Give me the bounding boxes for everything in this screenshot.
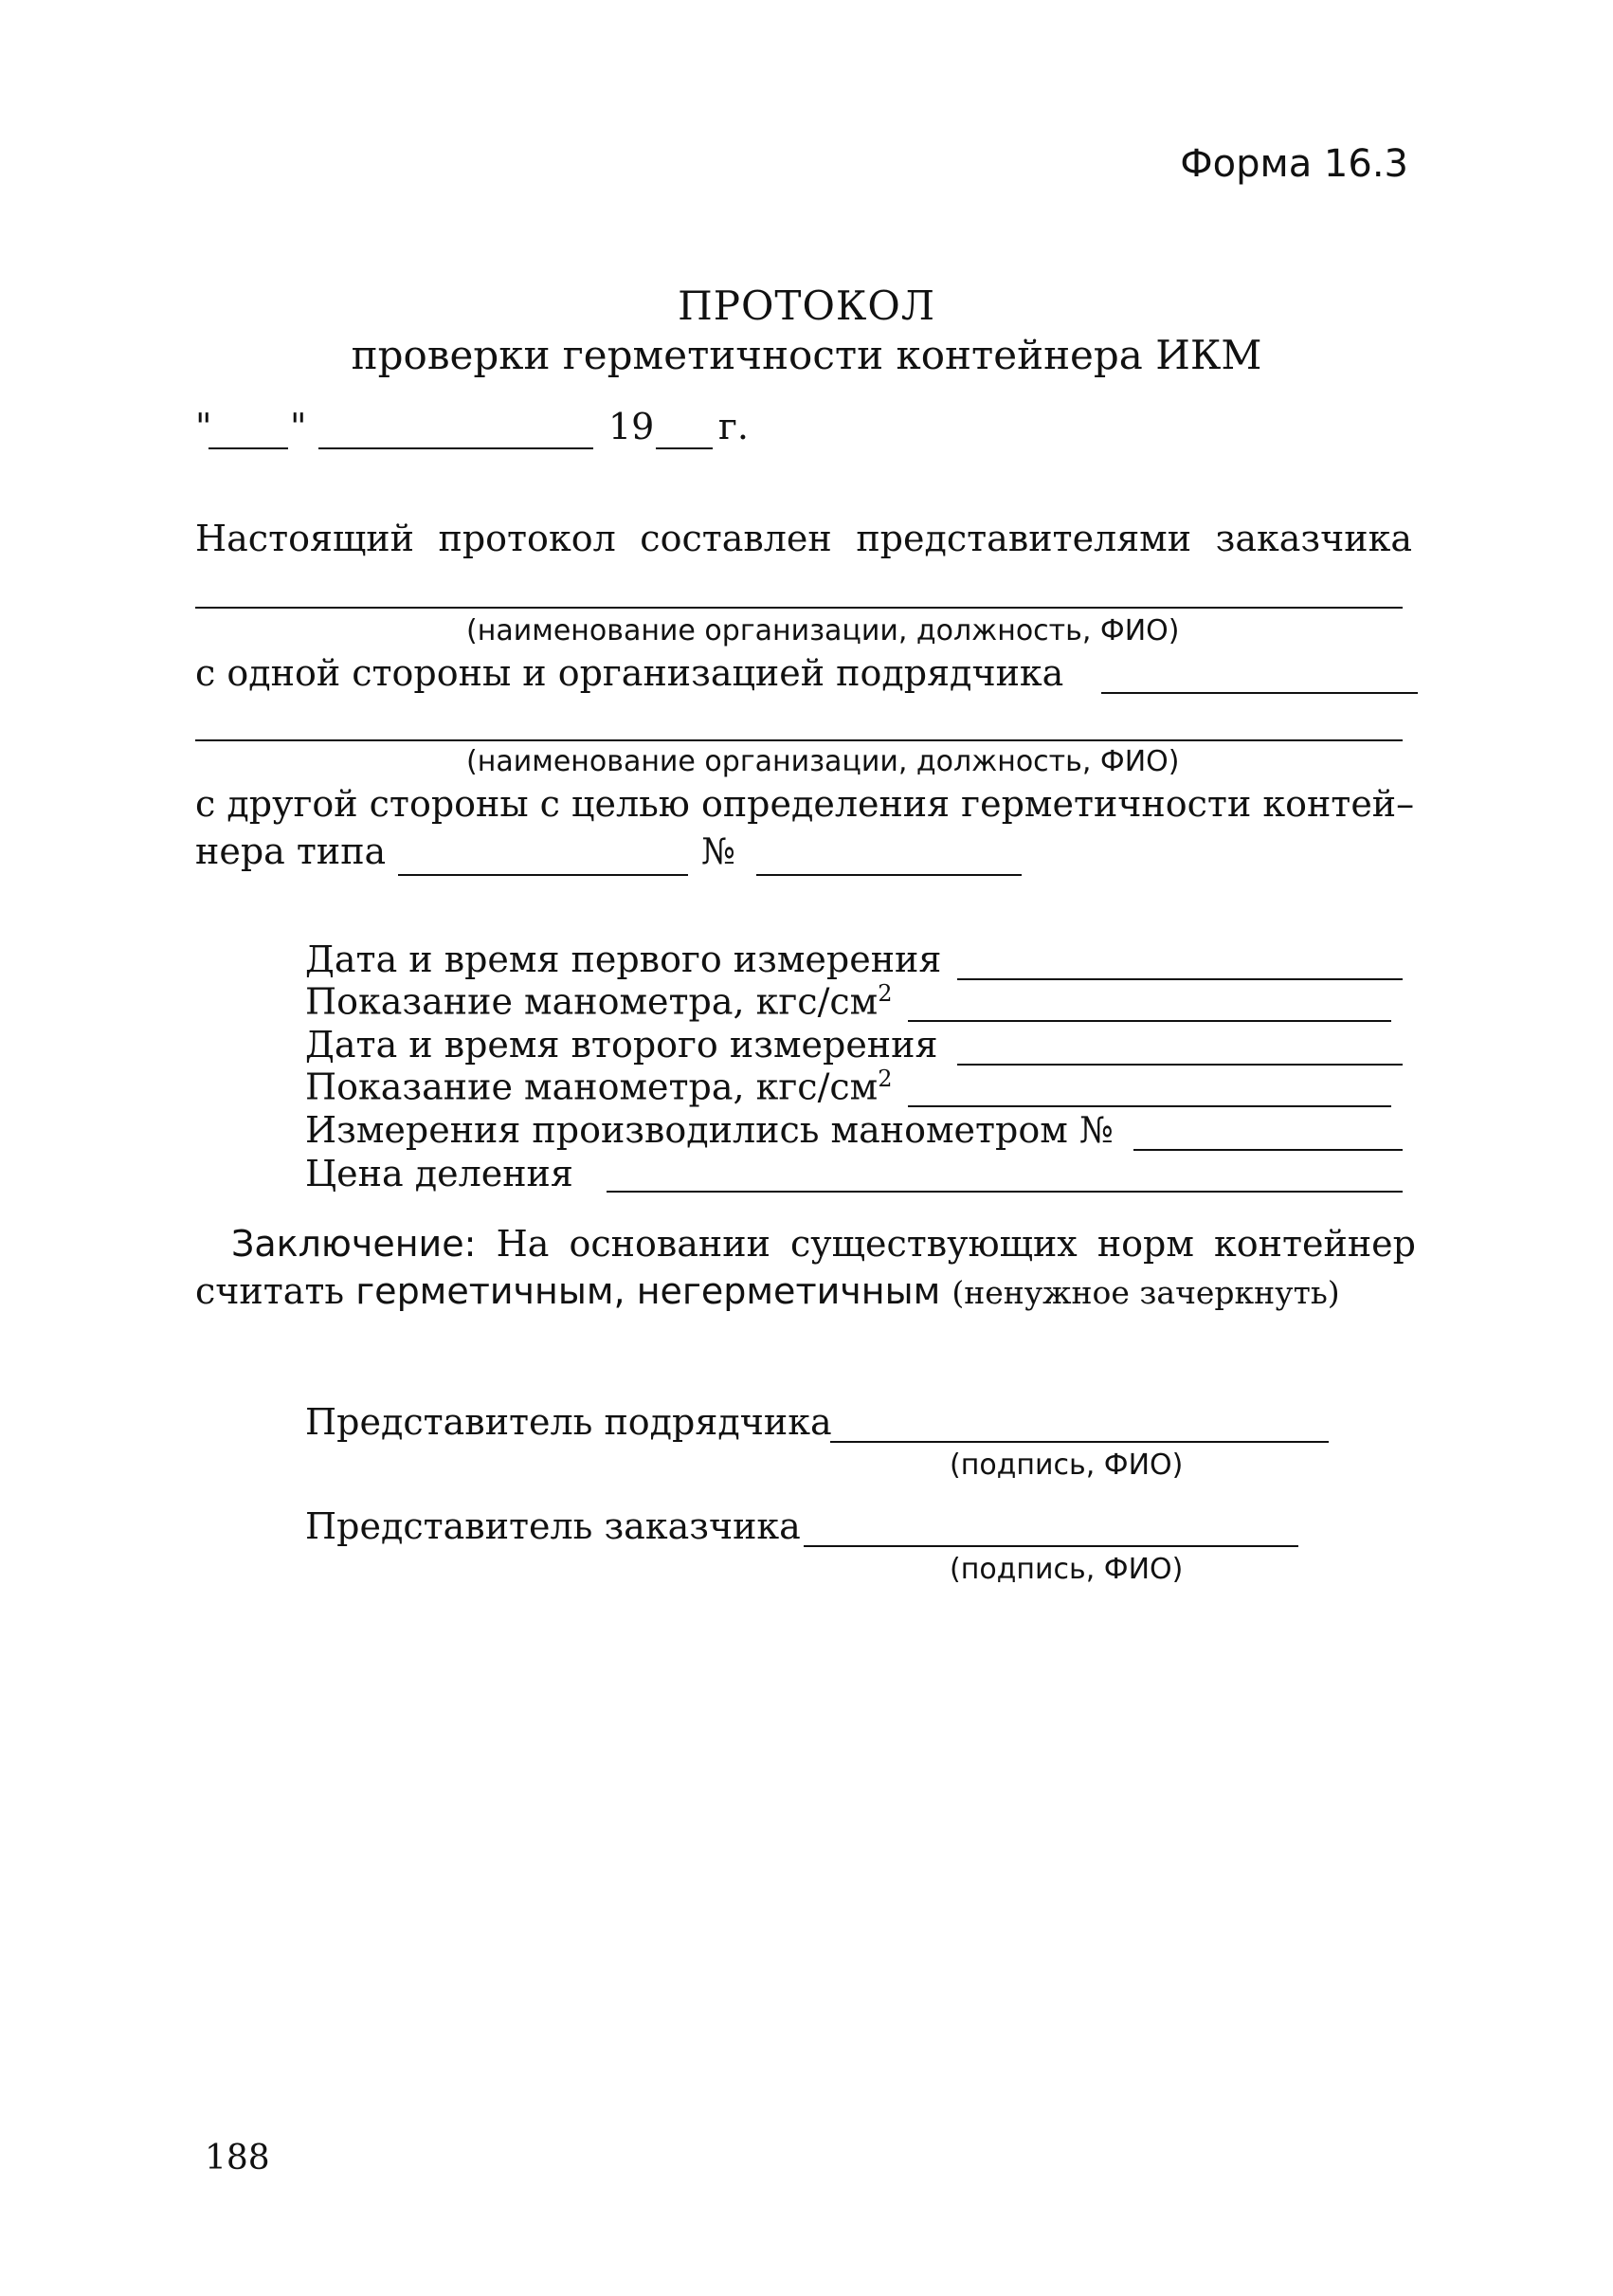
intro-line-4-prefix: нера типа: [195, 830, 387, 872]
measurement-label-5: Измерения производились манометром №: [305, 1109, 1114, 1151]
intro-line-2: с одной стороны и организацией подрядчика: [195, 652, 1064, 694]
intro-line-3: с другой стороны с целью определения герметичности контей–: [195, 783, 1415, 825]
month-blank-line[interactable]: [318, 447, 593, 449]
document-subtitle: проверки герметичности контейнера ИКМ: [351, 332, 1262, 378]
conclusion-line-2: считать герметичным, негерметичным (ненужное зачеркнуть): [195, 1270, 1340, 1312]
conclusion-prefix: Заключение:: [231, 1223, 477, 1265]
contractor-org-line-1[interactable]: [1101, 692, 1418, 694]
conclusion-line-1: Заключение: На основании существующих норм контейнер: [231, 1223, 1416, 1265]
year-prefix: 19: [608, 406, 655, 447]
contractor-org-caption: (наименование организации, должность, ФИО): [466, 745, 1180, 778]
measurement-line-4[interactable]: [908, 1105, 1391, 1107]
contractor-signature-caption: (подпись, ФИО): [950, 1449, 1184, 1482]
date-quote-open: ": [195, 406, 212, 447]
container-number-sign: №: [701, 830, 735, 872]
customer-signature-line[interactable]: [804, 1545, 1298, 1547]
measurement-line-6[interactable]: [607, 1191, 1403, 1193]
strike-hint: (ненужное зачеркнуть): [951, 1274, 1340, 1311]
container-type-line[interactable]: [398, 874, 688, 876]
customer-org-caption: (наименование организации, должность, ФИО): [466, 614, 1180, 647]
option-non-hermetic[interactable]: негерметичным: [636, 1270, 941, 1312]
measurement-label-4: Показание манометра, кгс/$см^2$: [305, 1066, 893, 1108]
date-quote-close: ": [290, 406, 307, 447]
contractor-signature-line[interactable]: [830, 1441, 1329, 1443]
measurement-line-3[interactable]: [957, 1064, 1403, 1066]
customer-signature-caption: (подпись, ФИО): [950, 1553, 1184, 1586]
container-number-line[interactable]: [756, 874, 1022, 876]
year-blank-line[interactable]: [656, 447, 713, 449]
measurement-label-6: Цена деления: [305, 1153, 573, 1194]
customer-rep-label: Представитель заказчика: [305, 1505, 801, 1547]
intro-line-1: Настоящий протокол составлен представителями заказчика: [195, 518, 1412, 559]
day-blank-line[interactable]: [208, 447, 288, 449]
measurement-line-1[interactable]: [957, 978, 1403, 980]
measurement-label-1: Дата и время первого измерения: [305, 938, 942, 980]
measurement-line-5[interactable]: [1133, 1149, 1403, 1151]
form-number: Форма 16.3: [1180, 142, 1408, 186]
year-suffix: г.: [718, 406, 749, 447]
measurement-label-2: Показание манометра, кгс/$см^2$: [305, 980, 893, 1023]
option-hermetic[interactable]: герметичным,: [355, 1270, 625, 1312]
page-number: 188: [205, 2139, 270, 2178]
contractor-org-line-2[interactable]: [195, 739, 1403, 741]
customer-org-line[interactable]: [195, 607, 1403, 609]
measurement-line-2[interactable]: [908, 1020, 1391, 1022]
contractor-rep-label: Представитель подрядчика: [305, 1401, 832, 1443]
measurement-label-3: Дата и время второго измерения: [305, 1024, 938, 1066]
document-title: ПРОТОКОЛ: [678, 282, 935, 329]
